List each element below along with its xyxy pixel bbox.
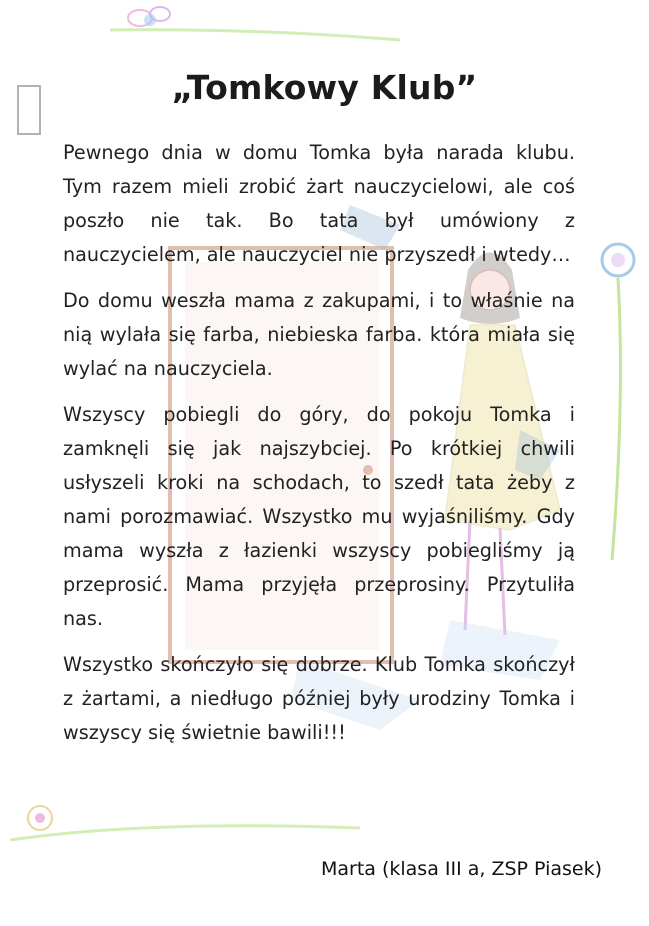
- top-grass-line: [110, 30, 400, 40]
- paragraph-1: Pewnego dnia w domu Tomka była narada klubu. Tym razem mieli zrobić żart nauczycielowi, ale coś poszło nie tak. Bo tata był umówiony z nauczycielem, ale nauczyciel nie przyszedł i wtedy…: [63, 141, 575, 266]
- story-title: „Tomkowy Klub”: [171, 68, 478, 107]
- paragraph-2: Do domu weszła mama z zakupami, i to właśnie na nią wylała się farba, niebieska farba. która miała się wylać na nauczyciela.: [63, 289, 575, 380]
- top-flower-icon: [128, 7, 170, 26]
- bottom-grass-line: [10, 826, 360, 840]
- paragraph-4: Wszystko skończyło się dobrze. Klub Tomka skończył z żartami, a niedługo później były urodziny Tomka i wszyscy się świetnie bawili!!!: [63, 653, 575, 744]
- paragraph-3: Wszyscy pobiegli do góry, do pokoju Tomka i zamknęli się jak najszybciej. Po krótkiej chwili usłyszeli kroki na schodach, to szedł tata żeby z nami porozmawiać. Wszystko mu wyjaśniliśmy. Gdy mama wyszła z łazienki wszyscy pobiegliśmy ją przeprosić. Mama przyjęła przeprosiny. Przytuliła nas.: [63, 403, 575, 630]
- author-signature: Marta (klasa III a, ZSP Piasek): [320, 858, 602, 880]
- right-flower-icon: [602, 244, 634, 560]
- story-text: [63, 136, 575, 762]
- bottom-flower-icon: [28, 806, 52, 830]
